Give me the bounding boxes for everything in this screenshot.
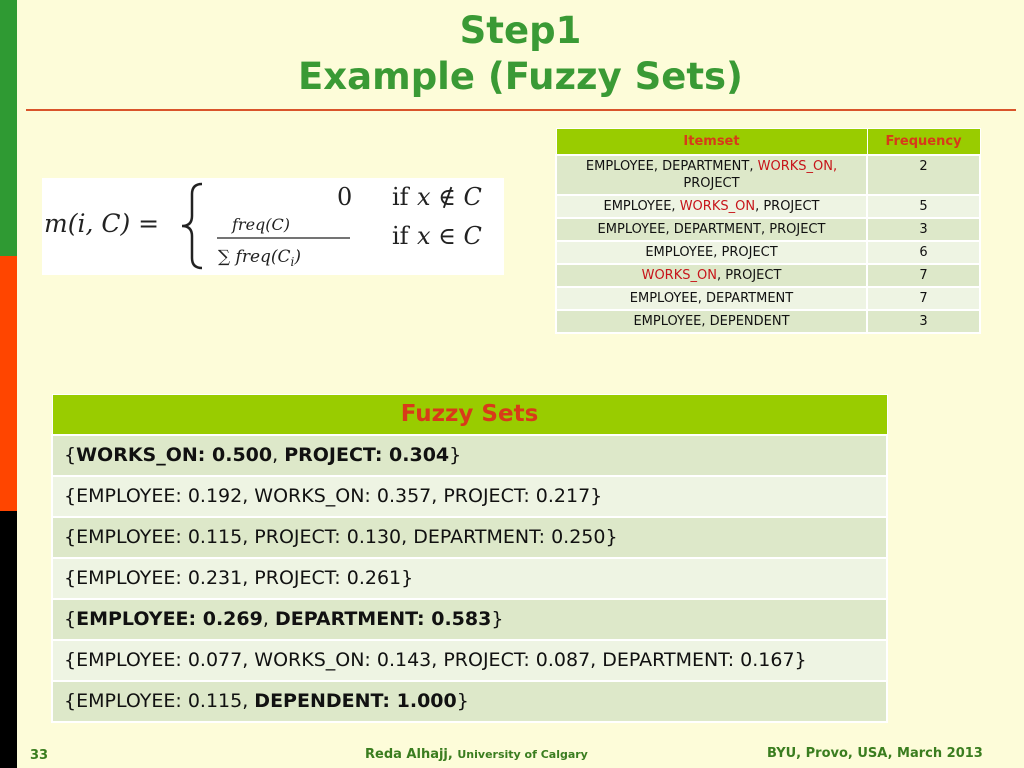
fuzzy-set-row [52,517,887,558]
fuzzy-set-row [52,640,887,681]
membership-text: } [449,444,462,466]
case2-numerator: freq(C) [232,215,291,234]
frequency-cell: 5 [867,195,980,218]
itemset-frequency-table [555,128,981,334]
itemset-cell [556,155,867,195]
frequency-cell: 3 [867,310,980,333]
membership-text: { [64,608,77,630]
fuzzy-table-body [52,435,887,722]
itemset-cell [556,241,867,264]
fuzzy-set-cell [52,599,887,640]
fuzzy-set-cell [52,517,887,558]
itemset-cell [556,195,867,218]
max-membership-value: DEPENDENT: 1.000 [254,690,457,712]
item-text: EMPLOYEE, DEPENDENT [633,313,790,329]
case2-expression: x ∈ C [417,222,482,250]
footer-author [365,747,588,762]
itemset-row [556,195,980,218]
itemset-row [556,264,980,287]
formula-graphic [42,178,504,275]
membership-text: {EMPLOYEE: 0.192, WORKS_ON: 0.357, PROJECT: 0.217} [64,485,603,507]
fuzzy-set-row [52,558,887,599]
itemset-row [556,241,980,264]
membership-text: {EMPLOYEE: 0.077, WORKS_ON: 0.143, PROJECT: 0.087, DEPARTMENT: 0.167} [64,649,807,671]
max-membership-value: PROJECT: 0.304 [284,444,450,466]
itemset-cell [556,310,867,333]
title-divider [26,109,1016,111]
fuzzy-set-row [52,681,887,722]
item-text: PROJECT [683,175,740,191]
membership-text: } [491,608,504,630]
sidebar-green-segment [0,0,17,256]
slide-title-line2: Example (Fuzzy Sets) [298,55,743,98]
membership-text: , [262,608,275,630]
fuzzy-set-row [52,599,887,640]
fuzzy-set-row [52,476,887,517]
fuzzy-sets-header: Fuzzy Sets [52,395,887,435]
frequency-cell: 2 [867,155,980,195]
itemset-cell [556,264,867,287]
fuzzy-sets-table [51,394,888,723]
author-name: Reda Alhajj, [365,747,453,762]
item-text: EMPLOYEE, DEPARTMENT [629,290,794,306]
item-text: EMPLOYEE, DEPARTMENT, [585,158,758,174]
fuzzy-set-cell [52,640,887,681]
case2-condition: if [392,222,409,250]
itemset-row [556,287,980,310]
frequency-cell: 7 [867,264,980,287]
frequency-cell: 6 [867,241,980,264]
itemset-table-body [556,155,980,333]
itemset-row [556,310,980,333]
highlighted-item: WORKS_ON [679,198,756,214]
membership-text: , [272,444,285,466]
fuzzy-set-cell [52,476,887,517]
sidebar-decoration [0,0,17,768]
itemset-cell [556,287,867,310]
fuzzy-set-cell [52,558,887,599]
slide-title-line1: Step1 [459,9,582,52]
max-membership-value: WORKS_ON: 0.500 [76,444,273,466]
max-membership-value: DEPARTMENT: 0.583 [274,608,492,630]
page-number: 33 [30,748,49,763]
itemset-table-header-row [556,129,980,155]
footer-venue: BYU, Provo, USA, March 2013 [767,746,983,761]
itemset-column-header: Itemset [556,129,867,155]
sidebar-orange-segment [0,256,17,511]
membership-text: {EMPLOYEE: 0.115, [64,690,255,712]
item-text: EMPLOYEE, [603,198,680,214]
membership-text: {EMPLOYEE: 0.231, PROJECT: 0.261} [64,567,414,589]
frequency-cell: 3 [867,218,980,241]
slide-title [17,8,1024,100]
formula-lhs: m(i, C) = [44,209,160,238]
frequency-cell: 7 [867,287,980,310]
max-membership-value: EMPLOYEE: 0.269 [76,608,263,630]
fuzzy-set-row [52,435,887,476]
item-text: , PROJECT [755,198,820,214]
left-brace-icon [182,184,202,268]
case1-expression: x ∉ C [417,183,482,211]
membership-text: } [456,690,469,712]
item-text: , PROJECT [716,267,782,283]
itemset-row [556,155,980,195]
case1-condition: if [392,183,409,211]
highlighted-item: WORKS_ON [641,267,717,283]
fuzzy-set-cell [52,681,887,722]
sidebar-black-segment [0,511,17,768]
case2-denominator: ∑ $freq(C_i)$ [218,247,302,269]
item-text: EMPLOYEE, DEPARTMENT, PROJECT [597,221,826,237]
author-affiliation: University of Calgary [457,748,588,761]
membership-text: { [64,444,77,466]
membership-formula [42,178,504,275]
highlighted-item: WORKS_ON, [757,158,838,174]
item-text: EMPLOYEE, PROJECT [645,244,778,260]
fuzzy-set-cell [52,435,887,476]
frequency-column-header: Frequency [867,129,980,155]
itemset-cell [556,218,867,241]
membership-text: {EMPLOYEE: 0.115, PROJECT: 0.130, DEPARTMENT: 0.250} [64,526,618,548]
case1-value: 0 [337,183,353,211]
fuzzy-table-header-row [52,395,887,435]
itemset-row [556,218,980,241]
